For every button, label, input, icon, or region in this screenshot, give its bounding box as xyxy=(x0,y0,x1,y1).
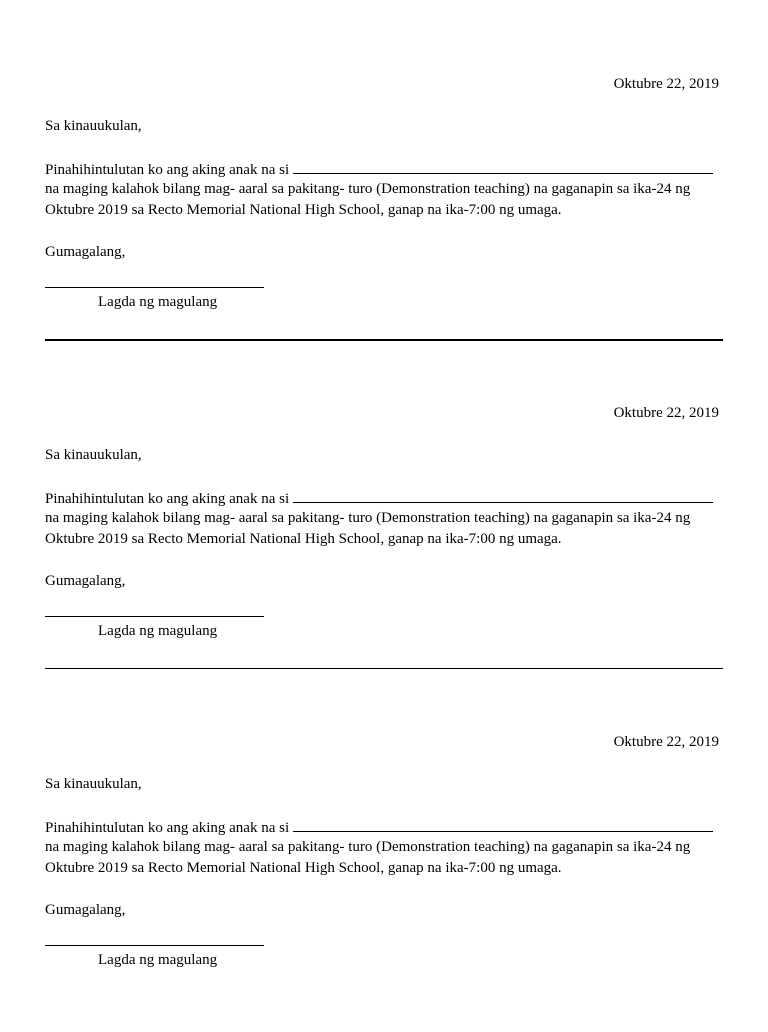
permission-slip-2 xyxy=(45,403,723,703)
signature-label: Lagda ng magulang xyxy=(98,623,218,639)
body-line xyxy=(45,158,723,179)
body-line: na maging kalahok bilang mag- aaral sa pakitang- turo (Demonstration teaching) na gaganapin sa ika-24 ng xyxy=(45,510,691,526)
cut-line-separator xyxy=(45,339,723,341)
body-line-text: Pinahihintulutan ko ang aking anak na si xyxy=(45,162,290,178)
body-line: Oktubre 2019 sa Recto Memorial National High School, ganap na ika-7:00 ng umaga. xyxy=(45,860,562,876)
letter-body xyxy=(45,158,723,221)
salutation: Sa kinauukulan, xyxy=(45,118,142,134)
body-line-text: Pinahihintulutan ko ang aking anak na si xyxy=(45,820,290,836)
body-line: Oktubre 2019 sa Recto Memorial National High School, ganap na ika-7:00 ng umaga. xyxy=(45,531,562,547)
body-line-text: Pinahihintulutan ko ang aking anak na si xyxy=(45,491,290,507)
child-name-blank xyxy=(293,487,713,503)
letter-body xyxy=(45,816,723,879)
body-line xyxy=(45,487,723,508)
body-line: na maging kalahok bilang mag- aaral sa pakitang- turo (Demonstration teaching) na gaganapin sa ika-24 ng xyxy=(45,839,691,855)
signature-line xyxy=(45,616,264,617)
letter-date: Oktubre 22, 2019 xyxy=(613,405,719,421)
cut-line-separator xyxy=(45,668,723,669)
closing: Gumagalang, xyxy=(45,244,126,260)
signature-line xyxy=(45,287,264,288)
body-line: na maging kalahok bilang mag- aaral sa pakitang- turo (Demonstration teaching) na gaganapin sa ika-24 ng xyxy=(45,181,691,197)
letter-date: Oktubre 22, 2019 xyxy=(613,734,719,750)
permission-slip-3 xyxy=(45,732,723,1032)
letter-date: Oktubre 22, 2019 xyxy=(613,76,719,92)
permission-slip-1 xyxy=(45,74,723,374)
body-line xyxy=(45,816,723,837)
signature-label: Lagda ng magulang xyxy=(98,952,218,968)
child-name-blank xyxy=(293,158,713,174)
salutation: Sa kinauukulan, xyxy=(45,776,142,792)
closing: Gumagalang, xyxy=(45,573,126,589)
signature-line xyxy=(45,945,264,946)
body-line: Oktubre 2019 sa Recto Memorial National High School, ganap na ika-7:00 ng umaga. xyxy=(45,202,562,218)
child-name-blank xyxy=(293,816,713,832)
closing: Gumagalang, xyxy=(45,902,126,918)
salutation: Sa kinauukulan, xyxy=(45,447,142,463)
letter-body xyxy=(45,487,723,550)
signature-label: Lagda ng magulang xyxy=(98,294,218,310)
